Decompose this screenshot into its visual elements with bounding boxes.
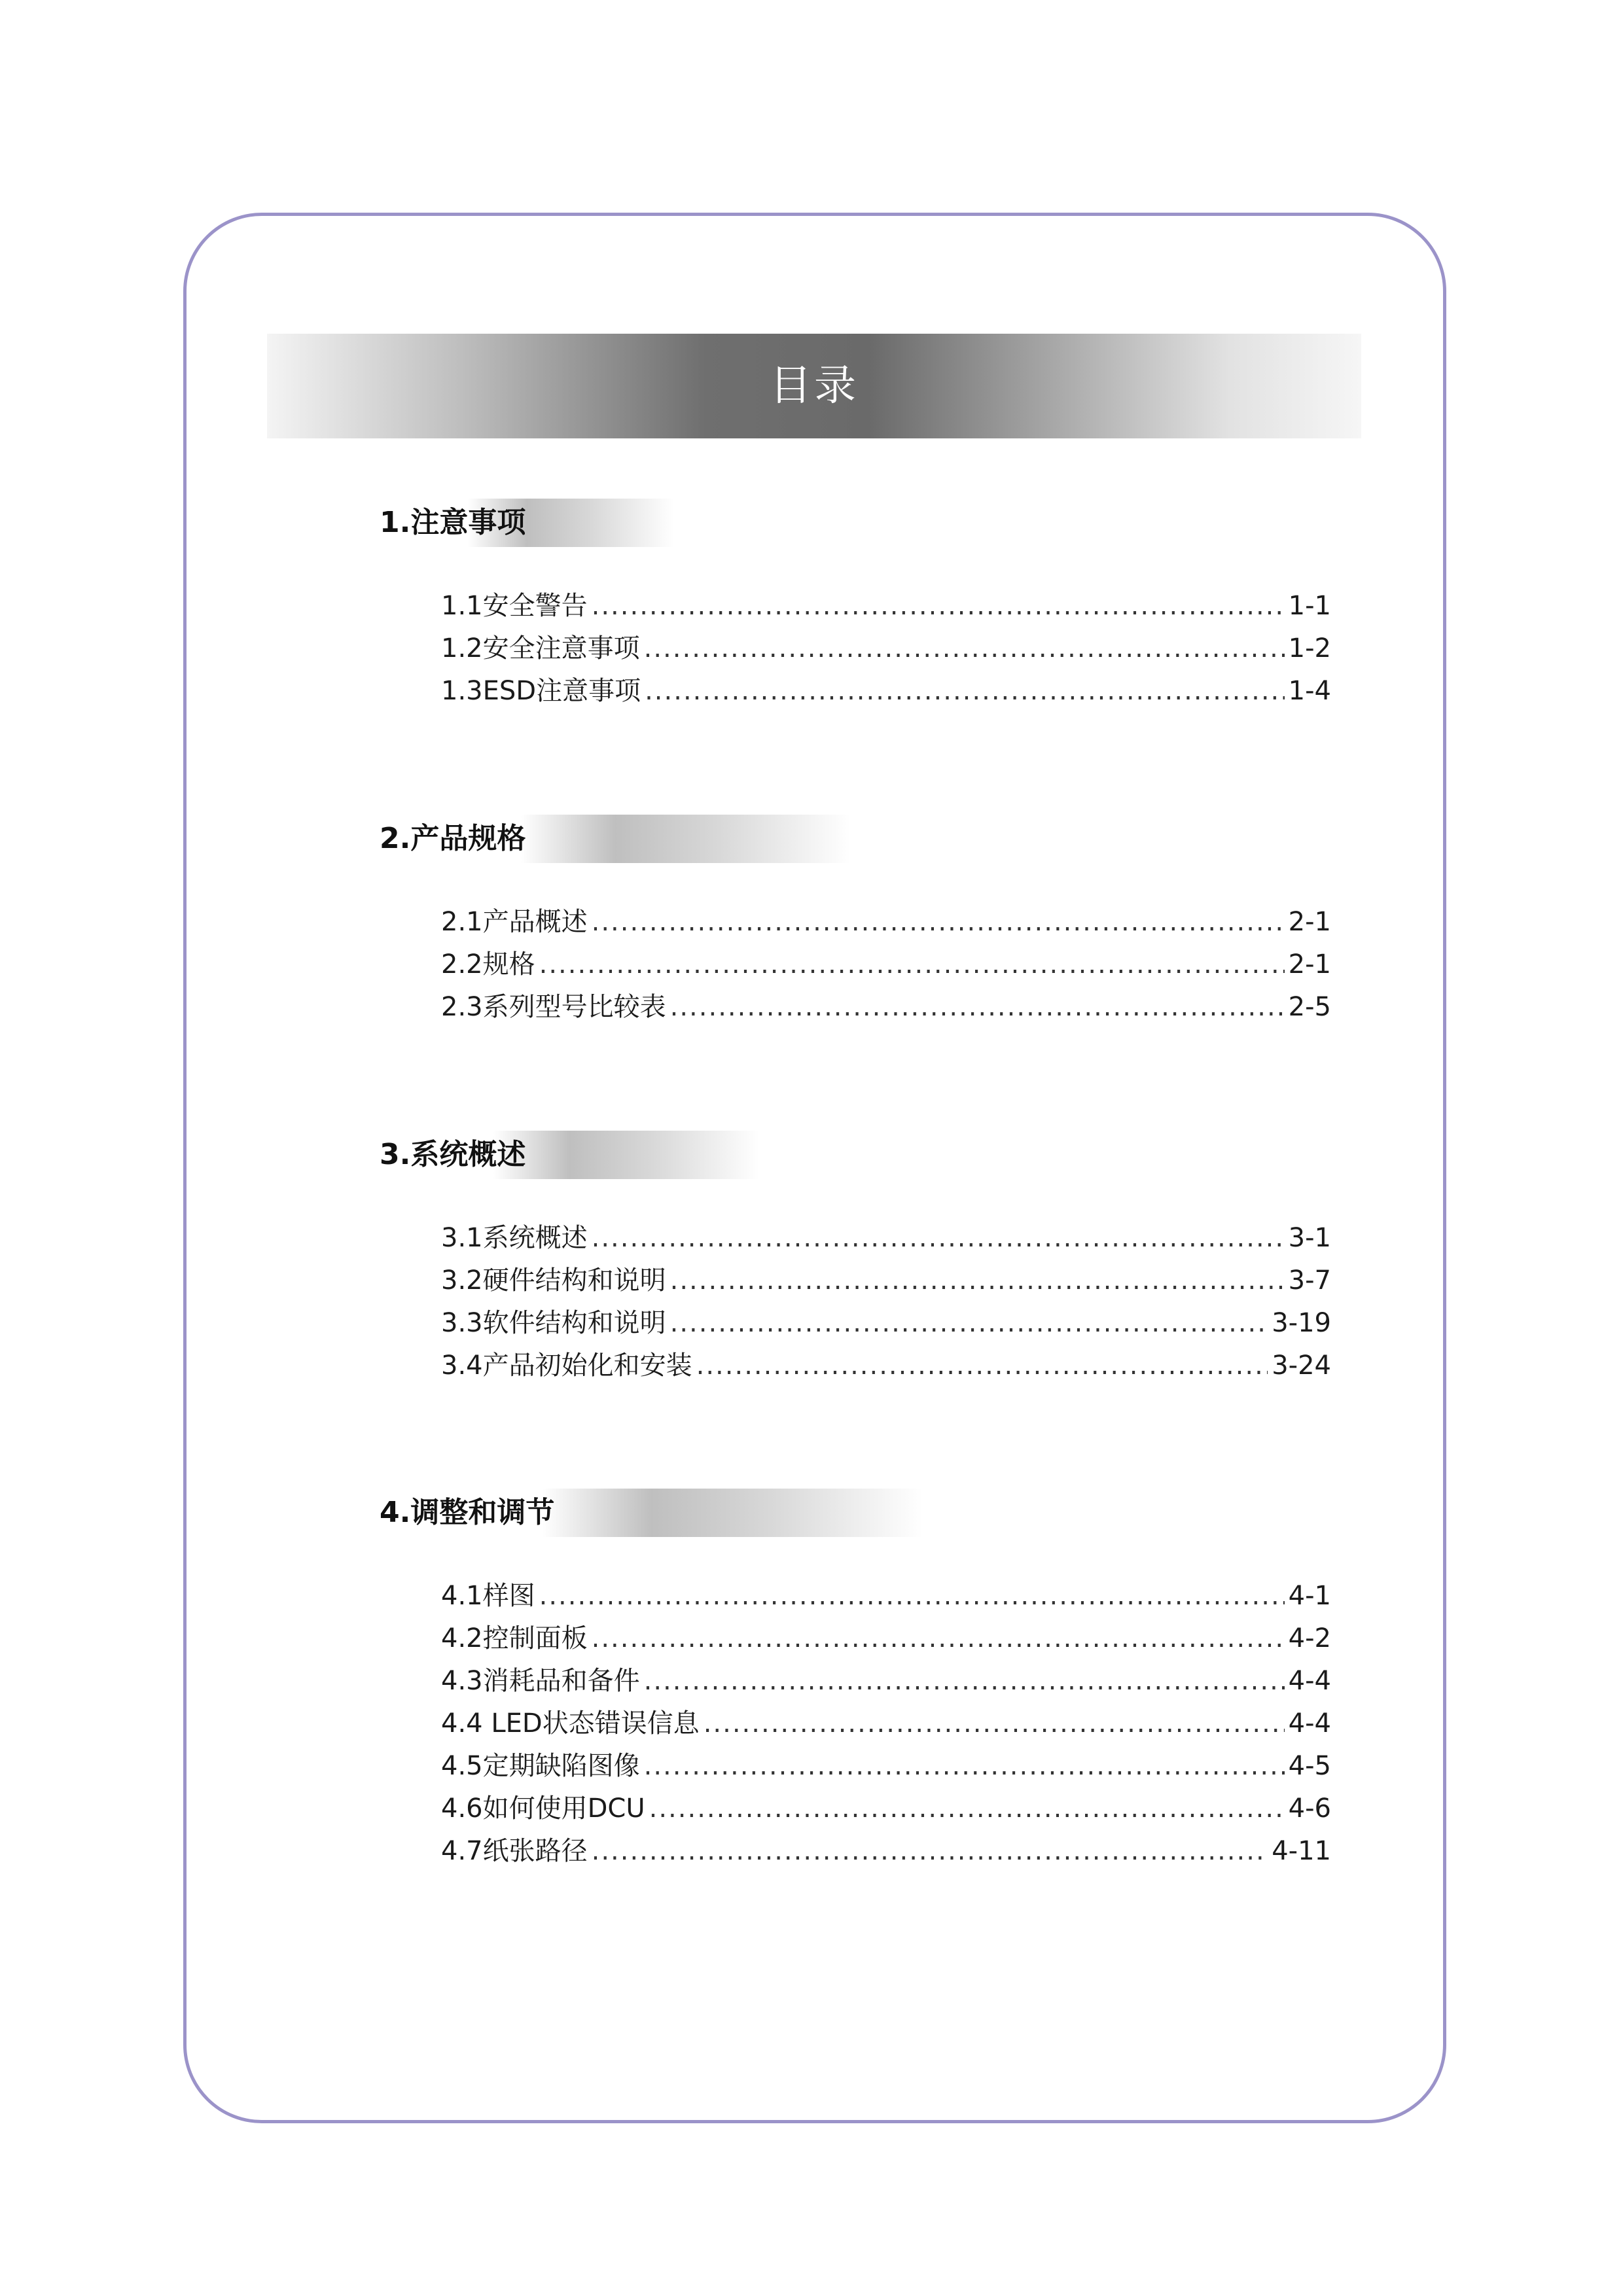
- toc-entry-page: 1-4: [1288, 676, 1331, 706]
- toc-entry-title: 2.2规格: [441, 949, 535, 980]
- toc-entry-page: 2-1: [1288, 907, 1331, 937]
- toc-entry[interactable]: [441, 1660, 1331, 1703]
- toc-entry[interactable]: [441, 670, 1331, 713]
- toc-section-4: [380, 1489, 1329, 1873]
- toc-entry[interactable]: [441, 986, 1331, 1029]
- toc-entry-page: 4-4: [1288, 1708, 1331, 1739]
- toc-entry[interactable]: [441, 1345, 1331, 1387]
- toc-entry-title: 4.5定期缺陷图像: [441, 1751, 640, 1781]
- toc-entry-page: 1-1: [1288, 591, 1331, 621]
- toc-entry-title: 4.7纸张路径: [441, 1836, 588, 1866]
- dot-leader: [644, 627, 1285, 670]
- toc-entry[interactable]: [441, 1745, 1331, 1788]
- toc-entry-page: 4-1: [1288, 1581, 1331, 1611]
- toc-entry-title: 4.4 LED状态错误信息: [441, 1708, 700, 1739]
- toc-entry-title: 4.3消耗品和备件: [441, 1666, 640, 1696]
- toc-entry-page: 4-5: [1288, 1751, 1331, 1781]
- toc-entry-page: 4-11: [1272, 1836, 1331, 1866]
- toc-entry[interactable]: [441, 901, 1331, 944]
- toc-entry-title: 3.3软件结构和说明: [441, 1308, 666, 1338]
- dot-leader: [539, 944, 1285, 986]
- toc-entry[interactable]: [441, 1788, 1331, 1830]
- toc-entry-title: 4.2控制面板: [441, 1623, 588, 1653]
- toc-entry-title: 1.2安全注意事项: [441, 633, 640, 663]
- dot-leader: [592, 585, 1285, 627]
- toc-section-1: [380, 499, 1329, 713]
- dot-leader: [696, 1345, 1268, 1387]
- toc-entry-page: 2-5: [1288, 992, 1331, 1022]
- dot-leader: [592, 1617, 1285, 1660]
- toc-entry-page: 1-2: [1288, 633, 1331, 663]
- dot-leader: [644, 1745, 1285, 1788]
- toc-entry[interactable]: [441, 585, 1331, 627]
- dot-leader: [670, 1302, 1268, 1345]
- toc-entry[interactable]: [441, 1617, 1331, 1660]
- toc-entry[interactable]: [441, 627, 1331, 670]
- toc-entry-title: 1.3ESD注意事项: [441, 676, 641, 706]
- toc-entry[interactable]: [441, 1260, 1331, 1302]
- toc-entries: [441, 1575, 1331, 1873]
- toc-entry-title: 4.1样图: [441, 1581, 535, 1611]
- toc-entries: [441, 1217, 1331, 1387]
- toc-entry[interactable]: [441, 1830, 1331, 1873]
- section-heading-bar: [380, 1489, 1329, 1537]
- section-heading-bar: [380, 1131, 1329, 1179]
- toc-entry[interactable]: [441, 944, 1331, 986]
- section-heading-bar: [380, 815, 1329, 863]
- toc-entry-title: 3.1系统概述: [441, 1223, 588, 1253]
- toc-entry-title: 2.3系列型号比较表: [441, 992, 666, 1022]
- dot-leader: [644, 1660, 1285, 1703]
- toc-entry-page: 4-2: [1288, 1623, 1331, 1653]
- toc-entry-page: 3-1: [1288, 1223, 1331, 1253]
- toc-entry-page: 3-24: [1272, 1351, 1331, 1381]
- dot-leader: [670, 986, 1285, 1029]
- toc-entry[interactable]: [441, 1302, 1331, 1345]
- toc-entry-page: 3-7: [1288, 1265, 1331, 1296]
- toc-entry-page: 3-19: [1272, 1308, 1331, 1338]
- toc-entry-page: 4-6: [1288, 1793, 1331, 1824]
- toc-entry[interactable]: [441, 1575, 1331, 1617]
- dot-leader: [649, 1788, 1285, 1830]
- title-banner: [267, 334, 1361, 438]
- toc-entry-title: 3.4产品初始化和安装: [441, 1351, 692, 1381]
- toc-entries: [441, 901, 1331, 1029]
- toc-section-2: [380, 815, 1329, 1029]
- toc-entry-title: 4.6如何使用DCU: [441, 1793, 645, 1824]
- dot-leader: [704, 1703, 1285, 1745]
- section-heading-bar: [380, 499, 1329, 547]
- dot-leader: [670, 1260, 1285, 1302]
- toc-entry-title: 1.1安全警告: [441, 591, 588, 621]
- dot-leader: [539, 1575, 1285, 1617]
- dot-leader: [592, 901, 1285, 944]
- section-heading: 3.系统概述: [380, 1138, 526, 1171]
- toc-entry-page: 4-4: [1288, 1666, 1331, 1696]
- page-title: 目录: [770, 362, 859, 410]
- toc-entry-title: 3.2硬件结构和说明: [441, 1265, 666, 1296]
- dot-leader: [645, 670, 1285, 713]
- toc-entry-title: 2.1产品概述: [441, 907, 588, 937]
- toc-entries: [441, 585, 1331, 713]
- toc-entry[interactable]: [441, 1703, 1331, 1745]
- dot-leader: [592, 1217, 1285, 1260]
- section-heading: 2.产品规格: [380, 822, 526, 855]
- toc-entry[interactable]: [441, 1217, 1331, 1260]
- section-heading: 4.调整和调节: [380, 1496, 555, 1529]
- dot-leader: [592, 1830, 1268, 1873]
- toc-entry-page: 2-1: [1288, 949, 1331, 980]
- toc-section-3: [380, 1131, 1329, 1387]
- section-heading: 1.注意事项: [380, 506, 526, 539]
